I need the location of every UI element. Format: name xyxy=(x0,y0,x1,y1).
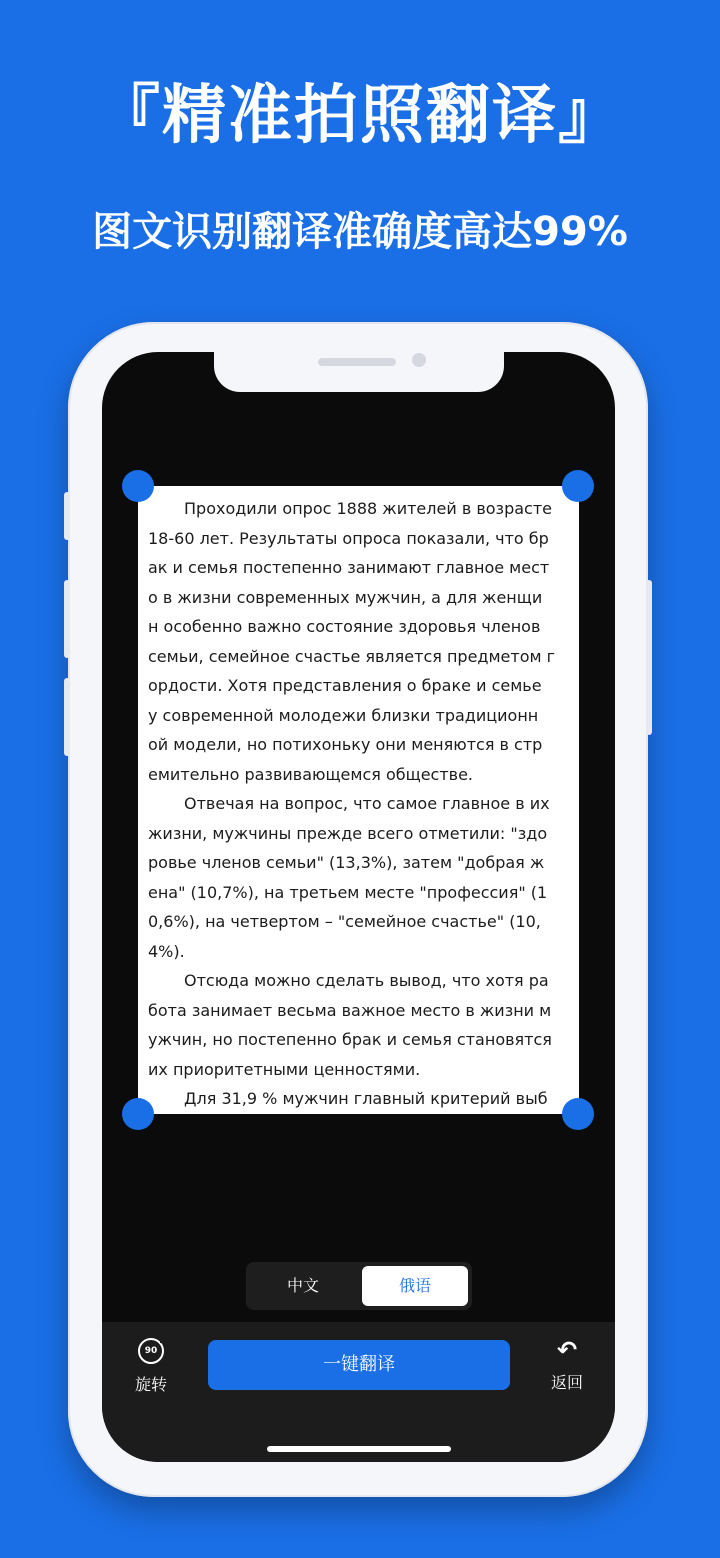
doc-line: о в жизни современных мужчин, а для женщи xyxy=(148,587,543,607)
back-button[interactable] xyxy=(538,1338,596,1398)
promo-headline: 『精准拍照翻译』 xyxy=(96,79,624,153)
notch xyxy=(214,352,504,392)
crop-handle-bottom-right[interactable] xyxy=(562,1098,594,1130)
rotate-icon: 90 xyxy=(138,1338,164,1364)
translate-button[interactable]: 一键翻译 xyxy=(208,1340,510,1390)
doc-line: ак и семья постепенно занимают главное мест xyxy=(148,558,550,577)
captured-document xyxy=(138,486,579,1114)
doc-line: 0,6%), на четвертом – "семейное счастье" (10, xyxy=(148,912,541,931)
doc-line: 18-60 лет. Результаты опроса показали, что бр xyxy=(148,528,549,548)
crop-handle-top-left[interactable] xyxy=(122,470,154,502)
doc-line: Отвечая на вопрос, что самое главное в их xyxy=(184,794,550,813)
doc-line: ена" (10,7%), на третьем месте "профессия" (1 xyxy=(148,882,548,902)
language-option-chinese[interactable]: 中文 xyxy=(286,1276,319,1295)
doc-line: жизни, мужчины прежде всего отметили: "здо xyxy=(148,823,548,843)
promo-subheadline: 图文识别翻译准确度高达99% xyxy=(92,209,628,255)
bottom-toolbar xyxy=(102,1322,615,1462)
doc-line: Отсюда можно сделать вывод, что хотя ра xyxy=(184,971,549,990)
back-label: 返回 xyxy=(550,1373,583,1392)
language-option-russian[interactable]: 俄语 xyxy=(362,1266,468,1306)
doc-line: Проходили опрос 1888 жителей в возрасте xyxy=(184,499,552,518)
doc-line: ужчин, но постепенно брак и семья становятся xyxy=(148,1030,552,1049)
doc-line: их приоритетными ценностями. xyxy=(148,1059,421,1079)
doc-line: ровье членов семьи" (13,3%), затем "добрая ж xyxy=(148,853,545,872)
doc-line: Для 31,9 % мужчин главный критерий выб xyxy=(184,1089,548,1108)
mute-switch xyxy=(64,492,70,540)
doc-line: ордости. Хотя представления о браке и семье xyxy=(148,676,542,695)
doc-line: ой модели, но потихоньку они меняются в стр xyxy=(148,735,543,754)
power-button xyxy=(646,580,652,735)
home-indicator xyxy=(267,1446,451,1452)
doc-line: 4%). xyxy=(148,941,185,961)
front-camera xyxy=(412,353,426,367)
crop-handle-bottom-left[interactable] xyxy=(122,1098,154,1130)
document-text xyxy=(138,486,579,1114)
rotate-button[interactable] xyxy=(122,1338,180,1398)
crop-handle-top-right[interactable] xyxy=(562,470,594,502)
doc-line: у современной молодежи близки традиционн xyxy=(148,705,539,725)
volume-up-button xyxy=(64,580,70,658)
doc-line: емительно развивающемся обществе. xyxy=(148,764,474,784)
volume-down-button xyxy=(64,678,70,756)
language-switch xyxy=(246,1262,472,1310)
speaker-grille xyxy=(318,358,396,366)
doc-line: бота занимает весьма важное место в жизни м xyxy=(148,1000,552,1020)
doc-line: н особенно важно состояние здоровья членов xyxy=(148,617,541,636)
rotate-label: 旋转 xyxy=(134,1375,167,1394)
phone-screen xyxy=(102,352,615,1462)
doc-line: семьи, семейное счастье является предметом г xyxy=(148,646,556,666)
undo-arrow-icon: ↶ xyxy=(556,1336,578,1364)
